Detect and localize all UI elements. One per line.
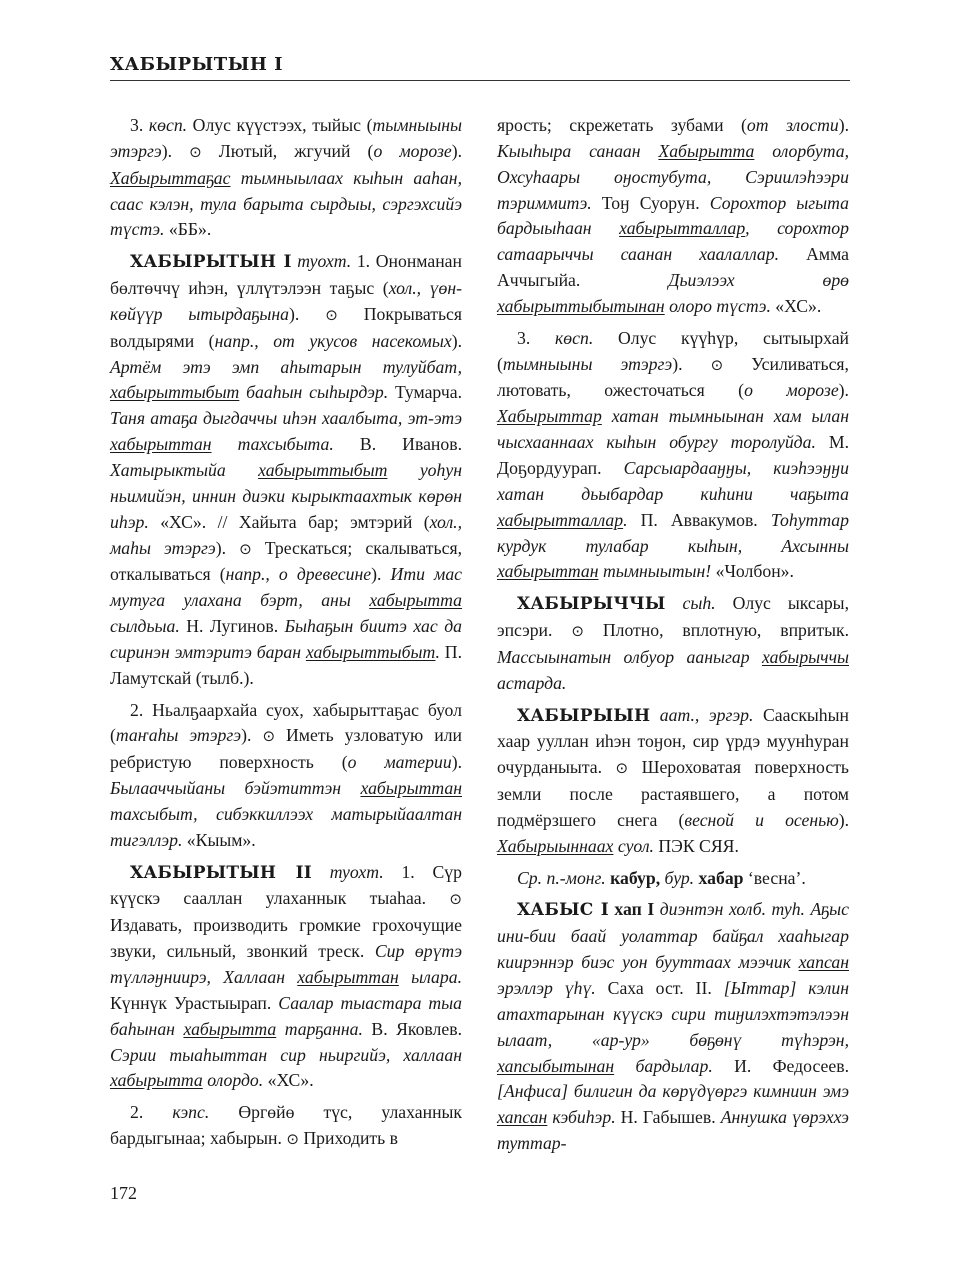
circled-dot-icon: ⊙ [571,622,584,641]
headword: ХАБЫРЫЫН [517,705,651,726]
entry-khabyrytyn-1: ХАБЫРЫТЫН I туохт. 1. Ононманан бөлтөччү иһэн, үллүтэлээн таҕыс (хол., үөн-көйүүр ытырдаҕына). ⊙ Покрываться волдырями (напр., от укусов насекомых). Артём этэ эмп аһытарын тулуйбат, хабырыттыбыт бааһын сыһырдэр. Тумарча. Таня атаҕа дыгдаччы иһэн хаалбыта, эт-этэ хабырыттан тахсыбыта. В. Иванов. Хатырыктыйа хабырыттыбыт уоһун ньимийэн, иннин диэки кырыктаахтык көрөн иһэр. «ХС». // Хайыта бар; эмтэрий (хол., маһы этэргэ). ⊙ Трескаться; скалываться, откалываться (напр., о древесине). Ити мас мутуга улахана бэрт, аны хабырытта сылдьыа. Н. Лугинов. Быһаҕын биитэ хас да сиринэн эмтэритэ баран хабырыттыбыт. П. Ламутскай (тылб.). [110,251,463,688]
circled-dot-icon: ⊙ [239,539,252,558]
entry-continuation: ярость; скрежетать зубами (от злости). Кыыһыра санаан Хабырытта олорбута, Охсуһаары оӈостубута, Сэриилэһээри тэриммитэ. Тоӈ Суорун. Сорохтор ыгыта бардыыһаан хабырытталлар, сорохтор сатаарыччы саанан хаалаллар. Амма Аччыгыйа. Дьиэлээх өрө хабырыттыбытынан олоро түстэ. «ХС». [497,115,850,316]
entry-sense-3-frosty: 3. көсп. Олус күүстээх, тыйыс (тымныыны этэргэ). ⊙ Лютый, жгучий (о морозе). Хабырыттаҕас тымныылаах кыһын ааһан, саас кэлэн, тула барыта сырдыы, сэргэхсийэ түстэ. «ББ». [110,115,463,240]
headword: ХАБЫРЫЧЧЫ [517,594,666,615]
etymology-note: Ср. п.-монг. кабур, бур. хабар ‘весна’. [517,867,806,888]
circled-dot-icon: ⊙ [449,890,462,909]
circled-dot-icon: ⊙ [189,142,202,161]
headword: ХАБЫРЫТЫН II [130,862,312,883]
circled-dot-icon: ⊙ [325,305,338,324]
entry-khabyryyn: ХАБЫРЫЫН аат., эргэр. Сааскыһын хаар ууллан иһэн тоӈон, сир үрдэ муунһуран очурданыыта. ⊙ Шероховатая поверхность земли после растаявшего, а потом подмёрзшего снега (весной и осенью). Хабырыыннаах суол. ПЭК СЯЯ. [497,704,849,856]
left-column [110,113,462,1159]
circled-dot-icon: ⊙ [262,727,276,746]
circled-dot-icon: ⊙ [286,1130,299,1149]
entry-sense-3-intensify: 3. көсп. Олус күүһүр, сытыырхай (тымныыны этэргэ). ⊙ Усиливаться, лютовать, ожесточаться (о морозе). Хабырыттар хатан тымныынан хам ылан чысхааннаах кыһын обургу торолуйда. М. Доҕордуурап. Сарсыардааӈӈы, киэһээӈӈи хатан дьыбардар киһини чаҕыта хабырытталлар. П. Аввакумов. Тоһуттар курдук тулабар кыһын, Ахсынны хабырыттан тымныытын! «Чолбон». [497,327,850,582]
running-head: ХАБЫРЫТЫН I [110,54,850,81]
headword: ХАБЫРЫТЫН I [130,252,292,273]
page-number: 172 [110,1183,137,1203]
entry-sense-2-rage: 2. кэпс. Өргөйө түс, улаханнык бардыгынаа; хабырын. ⊙ Приходить в [110,1102,463,1149]
entry-khabyrychchy: ХАБЫРЫЧЧЫ сыһ. Олус ыксары, эпсэри. ⊙ Плотно, вплотную, впритык. Массыынатын олбуор ааныгар хабырыччы астарда. [497,593,849,693]
entry-khabyrytyn-2: ХАБЫРЫТЫН II туохт. 1. Сүр күүскэ сааллан улаханнык тыаһаа. ⊙ Издавать, производить громкие грохочущие звуки, сильный, звонкий треск. Сир өрүтэ түлләӈниирэ, Халлаан хабырыттан ылара. Күннүк Урастыырап. Саалар тыастара тыа баһынан хабырытта тарҕанна. В. Яковлев. Сэрии тыаһыттан сир ньиргийэ, халлаан хабырытта олордо. «ХС». [110,861,462,1091]
headword: ХАБЫС I [517,900,609,921]
entry-khabys-1: ХАБЫС I хап I диэнтэн холб. туһ. Аҕыс ини-бии баай уолаттар байҕал хааһыгар киирэннэр биэс уон бууттаах мээчик хапсан эрэллэр үһү. Саха ост. II. [Ыттар] кэлин атахтарынан күүскэ сири тиӈилэхтэтэлээн ылаат, «ар-ур» бөҕөнү түһэрэн, хапсыбытынан бардылар. И. Федосеев. [Анфиса] билигин да көрүдүөргэ кимниин эмэ хапсан кэбиһэр. Н. Габышев. Аннушка үөрэххэ туттар- [497,899,849,1154]
circled-dot-icon: ⊙ [710,355,724,374]
right-column [497,113,849,1163]
entry-sense-2-ribbed: 2. Ньалҕаархайа суох, хабырыттаҕас буол (таҥаһы этэргэ). ⊙ Иметь узловатую или ребристую поверхность (о материи). Былааччыйаны бэйэтиттэн хабырыттан тахсыбыт, сибэккиллээх матырыйаалтан тигэллэр. «Кыым». [110,699,463,850]
circled-dot-icon: ⊙ [615,759,629,778]
